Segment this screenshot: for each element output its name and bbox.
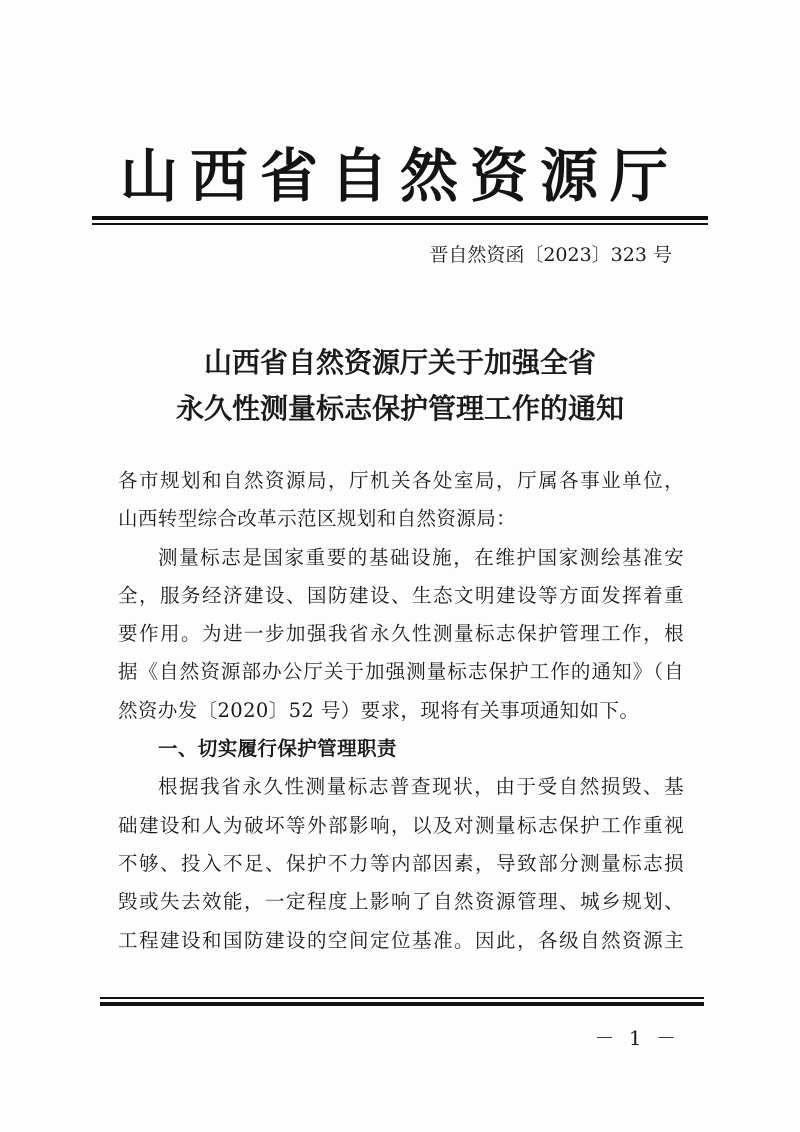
header-rule-thin (92, 223, 708, 225)
addressee-line-2: 山西转型综合改革示范区规划和自然资源局： (118, 507, 517, 531)
paragraph-2-line-4: 毁或失去效能，一定程度上影响了自然资源管理、城乡规划、 (118, 890, 684, 914)
header-rule-thick (92, 216, 708, 220)
paragraph-1-line-1: 测量标志是国家重要的基础设施，在维护国家测绘基准安 (158, 545, 684, 569)
issuer-name: 山西省自然资源厅 (119, 142, 680, 210)
title-line-1: 山西省自然资源厅关于加强全省 (203, 346, 596, 379)
title-line-2: 永久性测量标志保护管理工作的通知 (175, 392, 624, 425)
paragraph-2-line-3: 不够、投入不足、保护不力等内部因素，导致部分测量标志损 (118, 851, 684, 875)
document-number: 晋自然资函〔2023〕323 号 (429, 244, 672, 266)
addressee (118, 462, 684, 539)
paragraph-1 (118, 539, 684, 730)
paragraph-1-line-5: 然资办发〔2020〕52 号）要求，现将有关事项通知如下。 (118, 698, 640, 722)
paragraph-1-line-2: 全，服务经济建设、国防建设、生态文明建设等方面发挥着重 (118, 583, 684, 607)
document-title (100, 340, 700, 432)
footer-rule-thick (100, 1002, 704, 1006)
paragraph-2-line-2: 础建设和人为破坏等外部影响，以及对测量标志保护工作重视 (118, 813, 684, 837)
footer-rule-thin (100, 997, 704, 999)
paragraph-2-line-1: 根据我省永久性测量标志普查现状，由于受自然损毁、基 (158, 775, 684, 799)
paragraph-2-line-5: 工程建设和国防建设的空间定位基准。因此，各级自然资源主 (118, 928, 684, 952)
addressee-line-1: 各市规划和自然资源局，厅机关各处室局，厅属各事业单位， (118, 469, 684, 492)
paragraph-1-line-4: 据《自然资源部办公厅关于加强测量标志保护工作的通知》（自 (118, 660, 684, 684)
document-body (118, 462, 684, 960)
paragraph-1-line-3: 要作用。为进一步加强我省永久性测量标志保护管理工作，根 (118, 622, 684, 646)
section-1-heading: 一、切实履行保护管理职责 (158, 737, 397, 761)
paragraph-2 (118, 768, 684, 959)
page-number: － 1 － (594, 1026, 680, 1050)
